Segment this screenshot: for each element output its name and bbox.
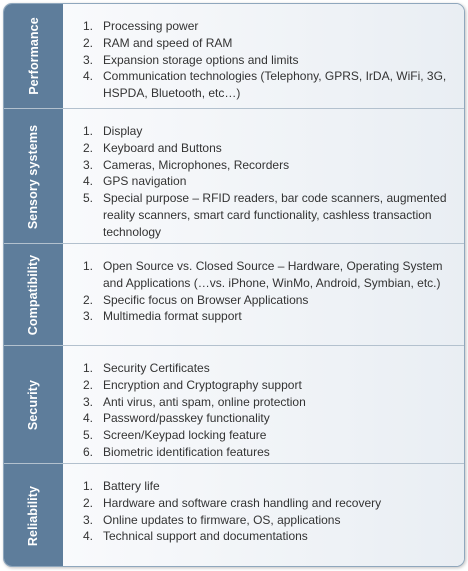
section-label: Security xyxy=(26,379,41,431)
section-content xyxy=(63,346,464,464)
section-security xyxy=(4,345,464,464)
list-item xyxy=(83,478,454,495)
section-label: Performance xyxy=(26,17,41,95)
item-list xyxy=(83,123,454,241)
section-sensory-systems xyxy=(4,108,464,244)
section-content xyxy=(63,4,464,108)
feature-table xyxy=(3,3,465,567)
item-text: Hardware and software crash handling and recovery xyxy=(103,495,382,510)
item-number: 4. xyxy=(83,69,94,84)
item-text: Specific focus on Browser Applications xyxy=(103,292,309,307)
item-text: Multimedia format support xyxy=(103,309,242,324)
list-item xyxy=(83,173,454,190)
list-item xyxy=(83,410,454,427)
section-header-sensory-systems xyxy=(4,109,63,244)
item-list xyxy=(83,360,454,461)
item-text: Screen/Keypad locking feature xyxy=(103,428,267,443)
list-item xyxy=(83,18,454,35)
item-text: Password/passkey functionality xyxy=(103,411,270,426)
list-item xyxy=(83,528,454,545)
item-text: Special purpose – RFID readers, bar code scanners, augmented reality scanners, smart card functionality, cashless transaction technology xyxy=(103,191,447,239)
list-item xyxy=(83,52,454,69)
item-number: 1. xyxy=(83,479,94,493)
list-item xyxy=(83,377,454,394)
item-number: 1. xyxy=(83,19,94,33)
item-text: Technical support and documentations xyxy=(103,529,308,544)
item-text: RAM and speed of RAM xyxy=(103,35,233,50)
item-number: 1. xyxy=(83,259,94,273)
list-item xyxy=(83,258,454,292)
item-text: Anti virus, anti spam, online protection xyxy=(103,394,306,409)
section-content xyxy=(63,244,464,346)
list-item xyxy=(83,68,454,102)
section-performance xyxy=(4,4,464,108)
item-number: 2. xyxy=(83,292,94,307)
item-number: 4. xyxy=(83,411,94,426)
item-number: 2. xyxy=(83,495,94,510)
item-number: 5. xyxy=(83,191,94,206)
list-item xyxy=(83,427,454,444)
section-label: Compatibility xyxy=(26,254,41,336)
item-list xyxy=(83,258,454,325)
section-header-compatibility xyxy=(4,244,63,346)
item-text: Open Source vs. Closed Source – Hardware, Operating System and Applications (…vs. iPhone, WinMo, Android, Symbian, etc.) xyxy=(103,259,443,290)
item-text: Online updates to firmware, OS, applications xyxy=(103,512,341,527)
list-item xyxy=(83,360,454,377)
item-number: 3. xyxy=(83,394,94,409)
list-item xyxy=(83,35,454,52)
item-number: 4. xyxy=(83,529,94,544)
item-text: Cameras, Microphones, Recorders xyxy=(103,157,290,172)
section-header-performance xyxy=(4,4,63,108)
item-text: Encryption and Cryptography support xyxy=(103,377,302,392)
item-number: 2. xyxy=(83,377,94,392)
list-item xyxy=(83,308,454,325)
item-number: 2. xyxy=(83,35,94,50)
section-header-reliability xyxy=(4,464,63,567)
item-number: 2. xyxy=(83,140,94,155)
section-content xyxy=(63,464,464,567)
item-number: 6. xyxy=(83,444,94,459)
list-item xyxy=(83,292,454,309)
item-text: GPS navigation xyxy=(103,174,187,189)
item-text: Battery life xyxy=(103,479,160,493)
item-number: 5. xyxy=(83,428,94,443)
item-text: Security Certificates xyxy=(103,361,210,375)
item-number: 1. xyxy=(83,361,94,375)
list-item xyxy=(83,444,454,461)
list-item xyxy=(83,123,454,140)
item-number: 4. xyxy=(83,174,94,189)
item-number: 1. xyxy=(83,124,94,138)
item-number: 3. xyxy=(83,512,94,527)
section-content xyxy=(63,109,464,244)
item-text: Biometric identification features xyxy=(103,444,270,459)
section-compatibility xyxy=(4,243,464,346)
list-item xyxy=(83,190,454,240)
item-text: Display xyxy=(103,124,143,138)
item-text: Communication technologies (Telephony, GPRS, IrDA, WiFi, 3G, HSPDA, Bluetooth, etc…) xyxy=(103,69,447,101)
item-number: 3. xyxy=(83,309,94,324)
list-item xyxy=(83,157,454,174)
item-list xyxy=(83,478,454,545)
list-item xyxy=(83,394,454,411)
item-number: 3. xyxy=(83,157,94,172)
section-label: Reliability xyxy=(26,485,41,546)
item-number: 3. xyxy=(83,52,94,67)
section-reliability xyxy=(4,463,464,567)
list-item xyxy=(83,512,454,529)
item-text: Processing power xyxy=(103,19,199,33)
item-list xyxy=(83,18,454,102)
item-text: Expansion storage options and limits xyxy=(103,52,299,67)
section-header-security xyxy=(4,346,63,464)
list-item xyxy=(83,495,454,512)
list-item xyxy=(83,140,454,157)
section-label: Sensory systems xyxy=(26,124,41,229)
item-text: Keyboard and Buttons xyxy=(103,140,222,155)
